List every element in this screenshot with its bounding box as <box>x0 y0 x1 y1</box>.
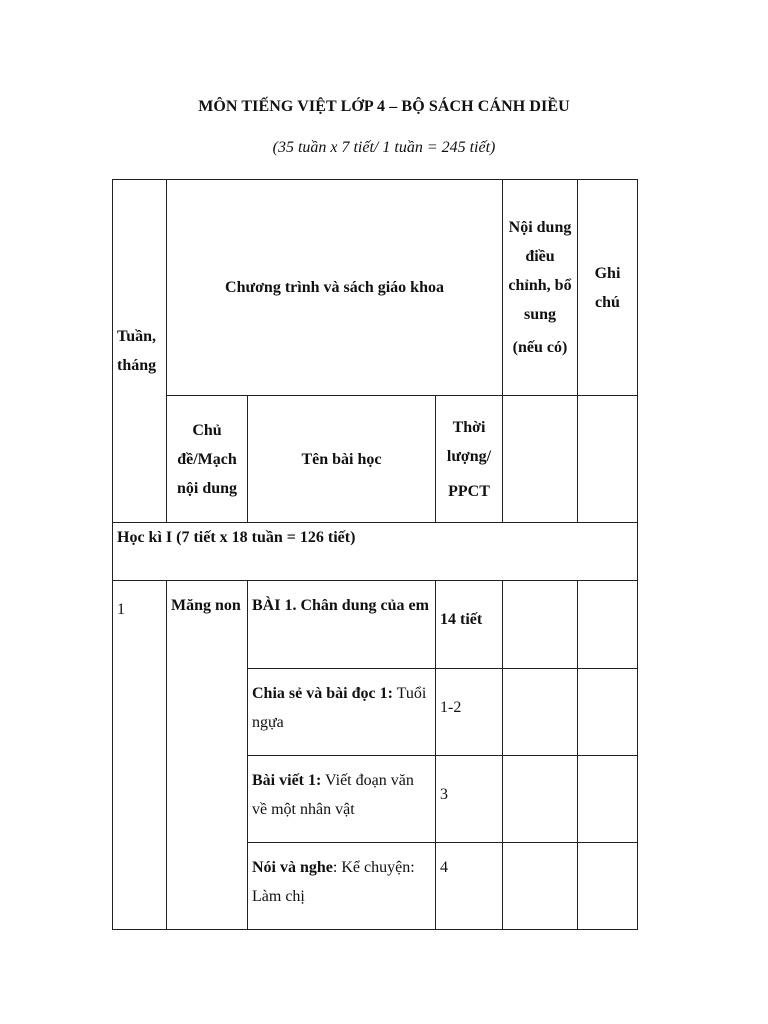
lesson-title-bold: BÀI 1. Chân dung của em <box>252 597 429 614</box>
duration-cell: 14 tiết <box>436 581 503 669</box>
table-header-row <box>113 180 638 396</box>
empty-cell <box>503 756 578 843</box>
header-topic <box>167 396 248 523</box>
header-lesson-name-label: Tên bài học <box>301 450 382 468</box>
document-title: MÔN TIẾNG VIỆT LỚP 4 – BỘ SÁCH CÁNH DIỀU <box>198 98 570 115</box>
semester-row <box>113 523 638 581</box>
empty-cell <box>503 843 578 930</box>
topic-cell: Măng non <box>167 581 248 930</box>
header-remarks-label: Ghi chú <box>594 264 621 311</box>
header-week-month-label: Tuần, tháng <box>117 328 157 374</box>
header-program-label: Chương trình và sách giáo khoa <box>225 279 444 296</box>
empty-cell <box>578 843 638 930</box>
lesson-title-bold: Chia sẻ và bài đọc 1: <box>252 685 393 702</box>
header-duration-label: Thời lượng/ <box>446 418 492 465</box>
curriculum-table <box>112 179 638 930</box>
duration-cell: 1-2 <box>436 669 503 756</box>
empty-cell <box>578 581 638 669</box>
empty-cell <box>578 669 638 756</box>
table-row <box>113 581 638 669</box>
lesson-title-rest: : Kể chuyện: Làm chị <box>252 859 415 905</box>
document-subtitle: (35 tuần x 7 tiết/ 1 tuần = 245 tiết) <box>272 139 496 156</box>
header-duration <box>436 396 503 523</box>
lesson-cell <box>248 756 436 843</box>
lesson-title-bold: Nói và nghe <box>252 859 333 876</box>
header-remarks <box>578 180 638 396</box>
lesson-cell <box>248 843 436 930</box>
header-lesson-name <box>248 396 436 523</box>
empty-cell <box>578 756 638 843</box>
table-subheader-row <box>113 396 638 523</box>
header-program <box>167 180 503 396</box>
lesson-title-rest: Tuổi ngựa <box>252 685 427 731</box>
week-cell: 1 <box>113 581 167 930</box>
empty-cell <box>503 581 578 669</box>
empty-cell <box>503 669 578 756</box>
lesson-cell <box>248 669 436 756</box>
header-duration-ppct: PPCT <box>448 482 490 500</box>
lesson-title-bold: Bài viết 1: <box>252 772 322 789</box>
lesson-cell <box>248 581 436 669</box>
empty-cell <box>578 396 638 523</box>
header-adjust-label: Nội dung điều chỉnh, bổ sung <box>508 219 572 323</box>
duration-cell: 4 <box>436 843 503 930</box>
semester-label: Học kì I (7 tiết x 18 tuần = 126 tiết) <box>113 523 638 581</box>
duration-cell: 3 <box>436 756 503 843</box>
header-adjust <box>503 180 578 396</box>
lesson-title-rest: Viết đoạn văn về một nhân vật <box>252 772 414 818</box>
empty-cell <box>503 396 578 523</box>
header-week-month <box>113 180 167 523</box>
header-topic-label: Chủ đề/Mạch nội dung <box>176 421 238 497</box>
header-adjust-note: (nếu có) <box>512 339 568 356</box>
